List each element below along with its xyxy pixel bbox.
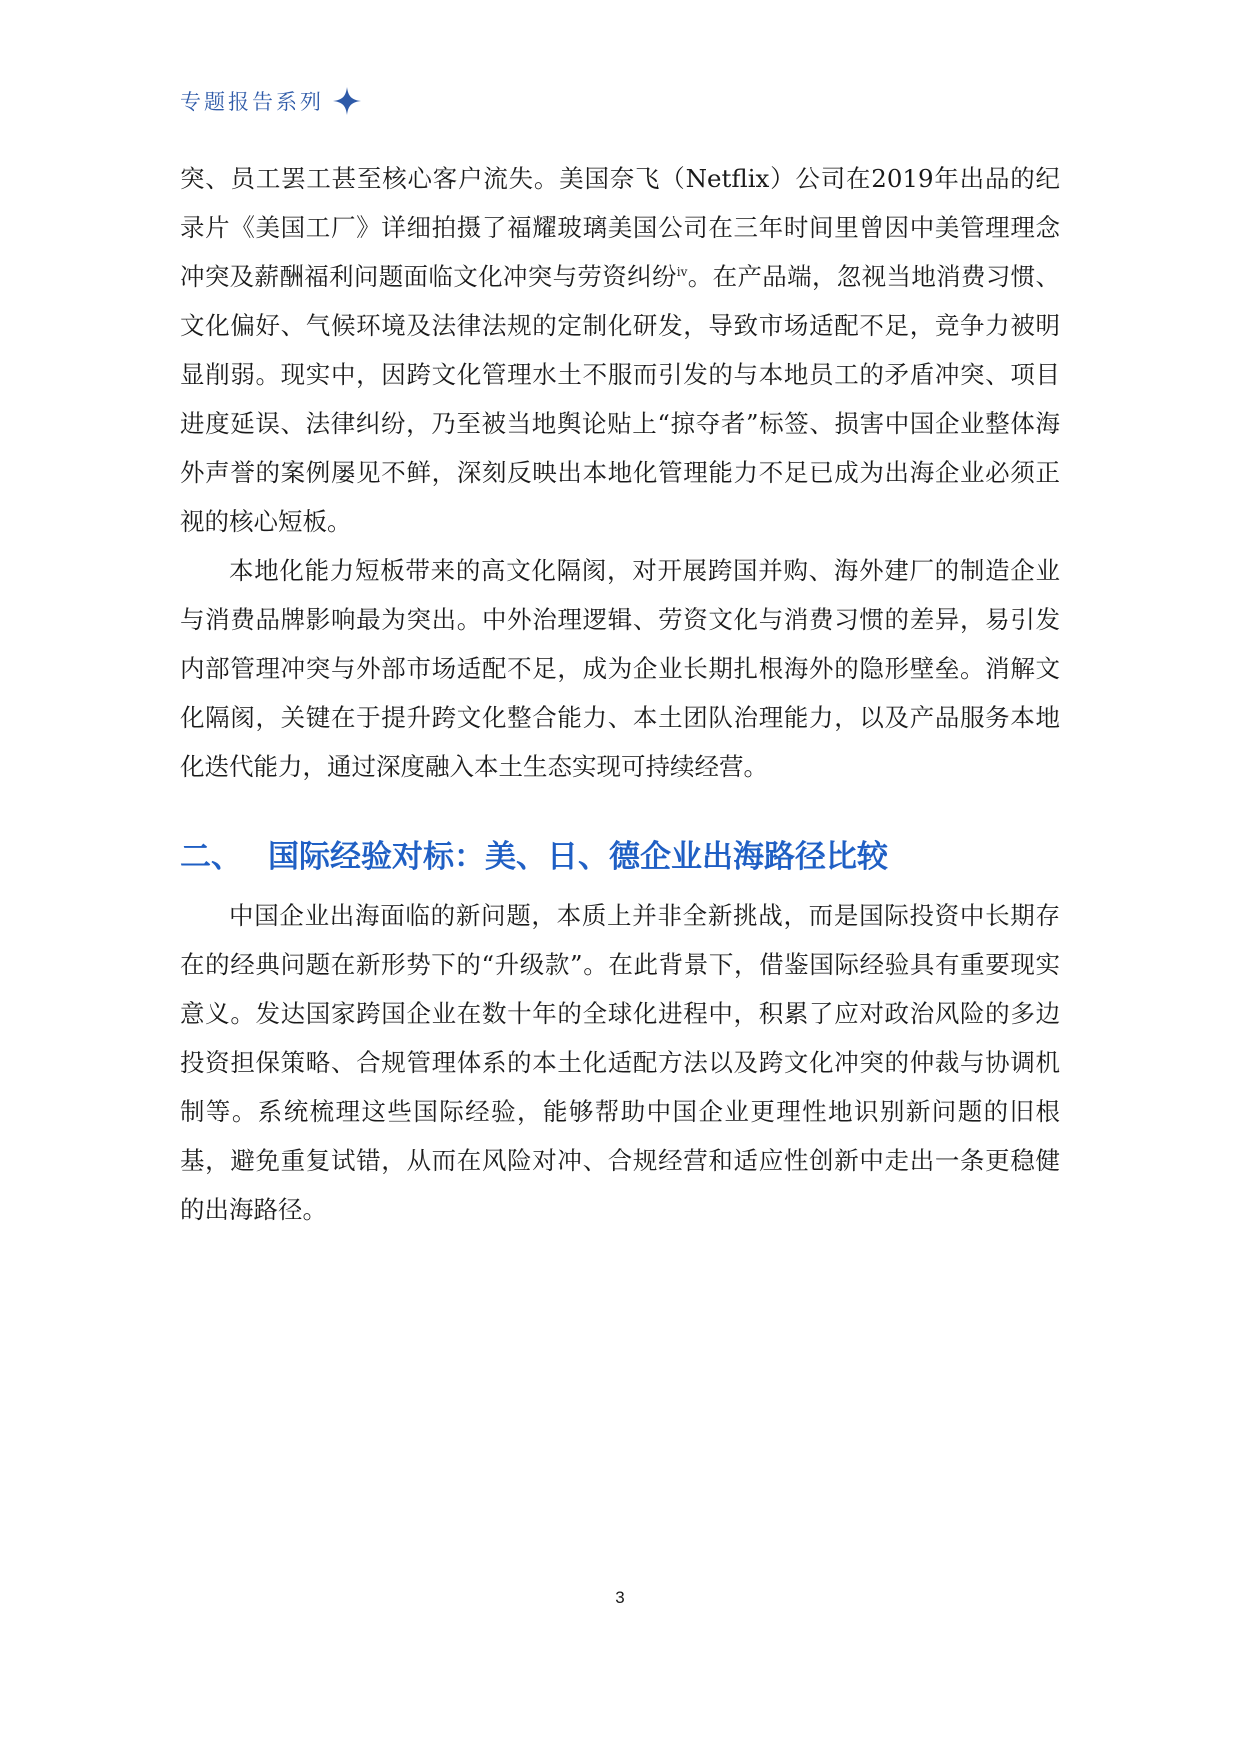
paragraph: 本地化能力短板带来的高文化隔阂，对开展跨国并购、海外建厂的制造企业与消费品牌影响最为突出。中外治理逻辑、劳资文化与消费习惯的差异，易引发内部管理冲突与外部市场适配不足，成为企业长期扎根海外的隐形壁垒。消解文化隔阂，关键在于提升跨文化整合能力、本土团队治理能力，以及产品服务本地化迭代能力，通过深度融入本土生态实现可持续经营。 bbox=[180, 556, 1060, 781]
paragraph: 中国企业出海面临的新问题，本质上并非全新挑战，而是国际投资中长期存在的经典问题在新形势下的“升级款”。在此背景下，借鉴国际经验具有重要现实意义。发达国家跨国企业在数十年的全球化进程中，积累了应对政治风险的多边投资担保策略、合规管理体系的本土化适配方法以及跨文化冲突的仲裁与协调机制等。系统梳理这些国际经验，能够帮助中国企业更理性地识别新问题的旧根基，避免重复试错，从而在风险对冲、合规经营和适应性创新中走出一条更稳健的出海路径。 bbox=[180, 901, 1060, 1224]
four-point-star-icon bbox=[332, 86, 362, 116]
main-content bbox=[180, 154, 1060, 1234]
section-title: 国际经验对标：美、日、德企业出海路径比较 bbox=[268, 839, 888, 875]
section-number: 二、 bbox=[180, 839, 242, 875]
page-header bbox=[180, 86, 362, 116]
section-heading bbox=[180, 829, 1060, 885]
paragraph-continued bbox=[180, 154, 1060, 546]
page-number: 3 bbox=[615, 1588, 625, 1607]
paragraph-text-tail: 。在产品端，忽视当地消费习惯、文化偏好、气候环境及法律法规的定制化研发，导致市场适配不足，竞争力被明显削弱。现实中，因跨文化管理水土不服而引发的与本地员工的矛盾冲突、项目进度延误、法律纠纷，乃至被当地舆论贴上“掠夺者”标签、损害中国企业整体海外声誉的案例屡见不鲜，深刻反映出本地化管理能力不足已成为出海企业必须正视的核心短板。 bbox=[180, 262, 1061, 536]
report-series-title: 专题报告系列 bbox=[180, 90, 324, 114]
paragraph-text: 突、员工罢工甚至核心客户流失。美国奈飞（Netflix）公司在2019年出品的纪录片《美国工厂》详细拍摄了福耀玻璃美国公司在三年时间里曾因中美管理理念冲突及薪酬福利问题面临文化冲突与劳资纠纷 bbox=[180, 164, 1060, 291]
footnote-marker[interactable]: iv bbox=[676, 264, 688, 279]
